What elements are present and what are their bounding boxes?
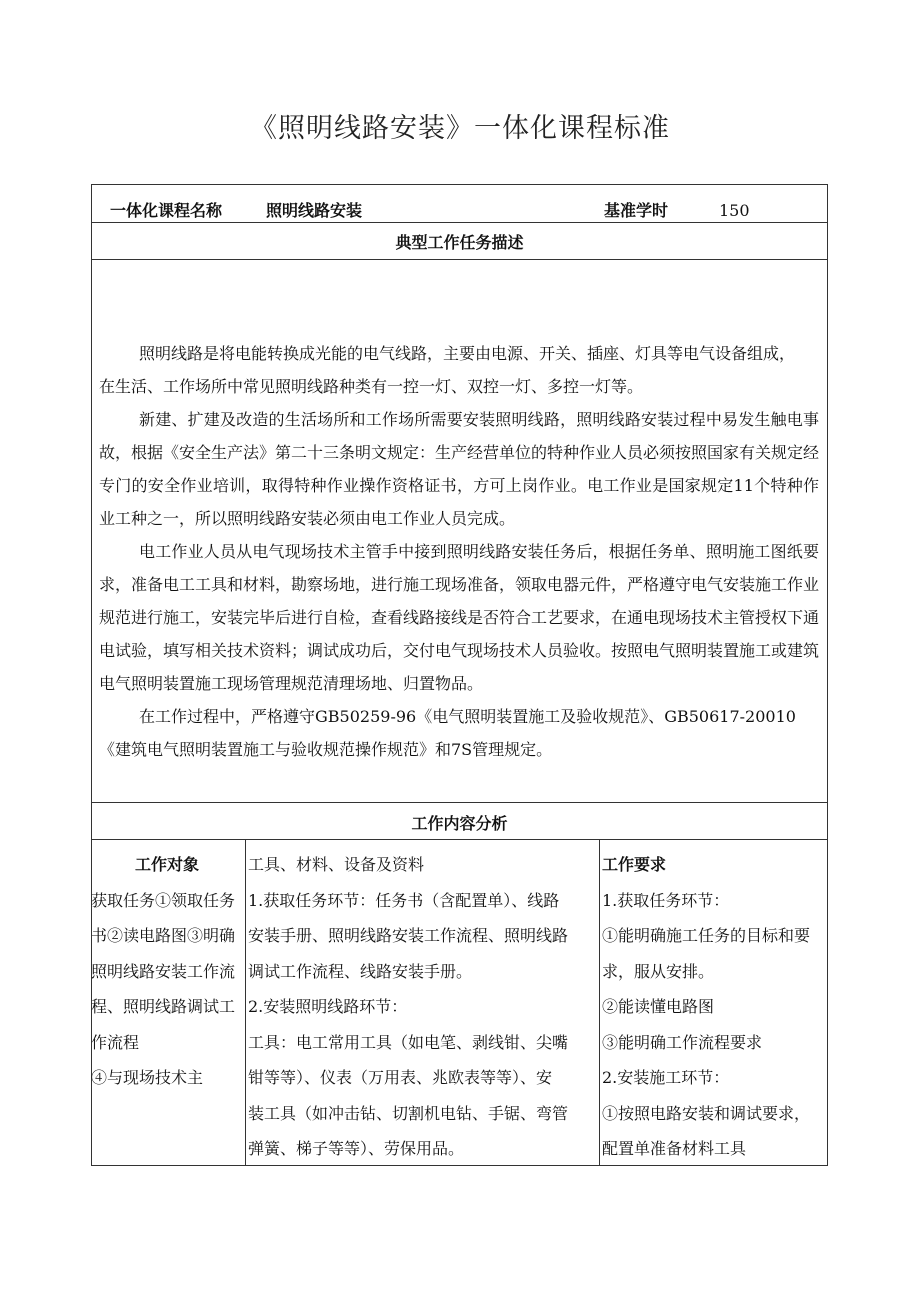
cell-line: ④与现场技术主 bbox=[91, 1068, 204, 1087]
cell-line: 调试工作流程、线路安装手册。 bbox=[248, 961, 473, 981]
cell-line: ②能读懂电路图 bbox=[602, 997, 715, 1016]
cell-line: 1.获取任务环节：任务书（含配置单）、线路 bbox=[248, 890, 560, 910]
row-divider bbox=[91, 259, 828, 260]
cell-line: 工具：电工常用工具（如电笔、剥线钳、尖嘴 bbox=[248, 1032, 569, 1052]
paragraph: 新建、扩建及改造的生活场所和工作场所需要安装照明线路，照明线路安装过程中易发生触电事故，根据《安全生产法》第二十三条明文规定：生产经营单位的特种作业人员必须按照国家有关规定经专门的安全作业培训，取得特种作业操作资格证书，方可上岗作业。电工作业是国家规定11个特种作业工种之一，所以照明线路安装必须由电工作业人员完成。 bbox=[99, 410, 820, 528]
course-name-label: 一体化课程名称 bbox=[110, 201, 223, 220]
cell-line: 安装手册、照明线路安装工作流程、照明线路 bbox=[248, 926, 569, 945]
column-header: 工具、材料、设备及资料 bbox=[248, 855, 425, 874]
paragraph-line: 《建筑电气照明装置施工与验收规范操作规范》和7S管理规定。 bbox=[99, 740, 553, 759]
cell-line: 1.获取任务环节： bbox=[602, 890, 730, 910]
work-content-analysis-heading: 工作内容分析 bbox=[411, 814, 508, 833]
cell-line: 配置单准备材料工具 bbox=[602, 1139, 747, 1158]
table-right-border bbox=[827, 184, 828, 1166]
column-divider bbox=[245, 839, 246, 1166]
cell-line: 书②读电路图③明确 bbox=[91, 926, 236, 945]
base-hours-value: 150 bbox=[719, 201, 750, 220]
cell-line: 2.安装照明线路环节： bbox=[248, 997, 408, 1016]
task-description-heading: 典型工作任务描述 bbox=[395, 233, 524, 252]
cell-line: 获取任务①领取任务 bbox=[91, 890, 236, 910]
tools-materials-column bbox=[248, 847, 598, 1167]
paragraph-line: 照明线路是将电能转换成光能的电气线路，主要由电源、开关、插座、灯具等电气设备组成， bbox=[139, 344, 796, 363]
cell-line: 作流程 bbox=[91, 1032, 140, 1052]
cell-line: 弹簧、梯子等等）、劳保用品。 bbox=[248, 1139, 465, 1158]
task-description-text bbox=[99, 337, 819, 766]
cell-line: ①能明确施工任务的目标和要 bbox=[602, 926, 811, 945]
row-divider bbox=[91, 802, 828, 803]
cell-line: 钳等等）、仪表（万用表、兆欧表等等）、安 bbox=[248, 1068, 553, 1087]
row-divider bbox=[91, 839, 828, 840]
cell-line: 程、照明线路调试工 bbox=[91, 997, 236, 1016]
column-header: 工作对象 bbox=[135, 855, 200, 874]
cell-line: ③能明确工作流程要求 bbox=[602, 1032, 763, 1052]
paragraph: 电工作业人员从电气现场技术主管手中接到照明线路安装任务后，根据任务单、照明施工图纸要求，准备电工工具和材料，勘察场地，进行施工现场准备，领取电器元件，严格遵守电气安装施工作业规范进行施工，安装完毕后进行自检，查看线路接线是否符合工艺要求，在通电现场技术主管授权下通电试验，填写相关技术资料；调试成功后，交付电气现场技术人员验收。按照电气照明装置施工或建筑电气照明装置施工现场管理规范清理场地、归置物品。 bbox=[99, 542, 820, 693]
work-requirements-column bbox=[602, 847, 826, 1167]
cell-line: ①按照电路安装和调试要求， bbox=[602, 1103, 811, 1123]
paragraph-line: 在生活、工作场所中常见照明线路种类有一控一灯、双控一灯、多控一灯等。 bbox=[99, 377, 644, 396]
course-standard-table bbox=[91, 184, 828, 1166]
work-object-column bbox=[91, 847, 245, 1096]
cell-line: 装工具（如冲击钻、切割机电钻、手锯、弯管 bbox=[248, 1103, 569, 1123]
document-title: 《照明线路安装》一体化课程标准 bbox=[250, 113, 670, 144]
column-divider bbox=[599, 839, 600, 1166]
base-hours-label: 基准学时 bbox=[604, 201, 669, 220]
table-top-border bbox=[91, 184, 828, 185]
cell-line: 求，服从安排。 bbox=[602, 961, 715, 981]
cell-line: 2.安装施工环节： bbox=[602, 1068, 730, 1087]
row-divider bbox=[91, 222, 828, 223]
column-header: 工作要求 bbox=[602, 855, 667, 874]
paragraph-line: 在工作过程中，严格遵守GB50259-96《电气照明装置施工及验收规范》、GB50617-20010 bbox=[139, 707, 796, 726]
cell-line: 照明线路安装工作流 bbox=[91, 961, 236, 981]
course-name-value: 照明线路安装 bbox=[266, 201, 363, 220]
